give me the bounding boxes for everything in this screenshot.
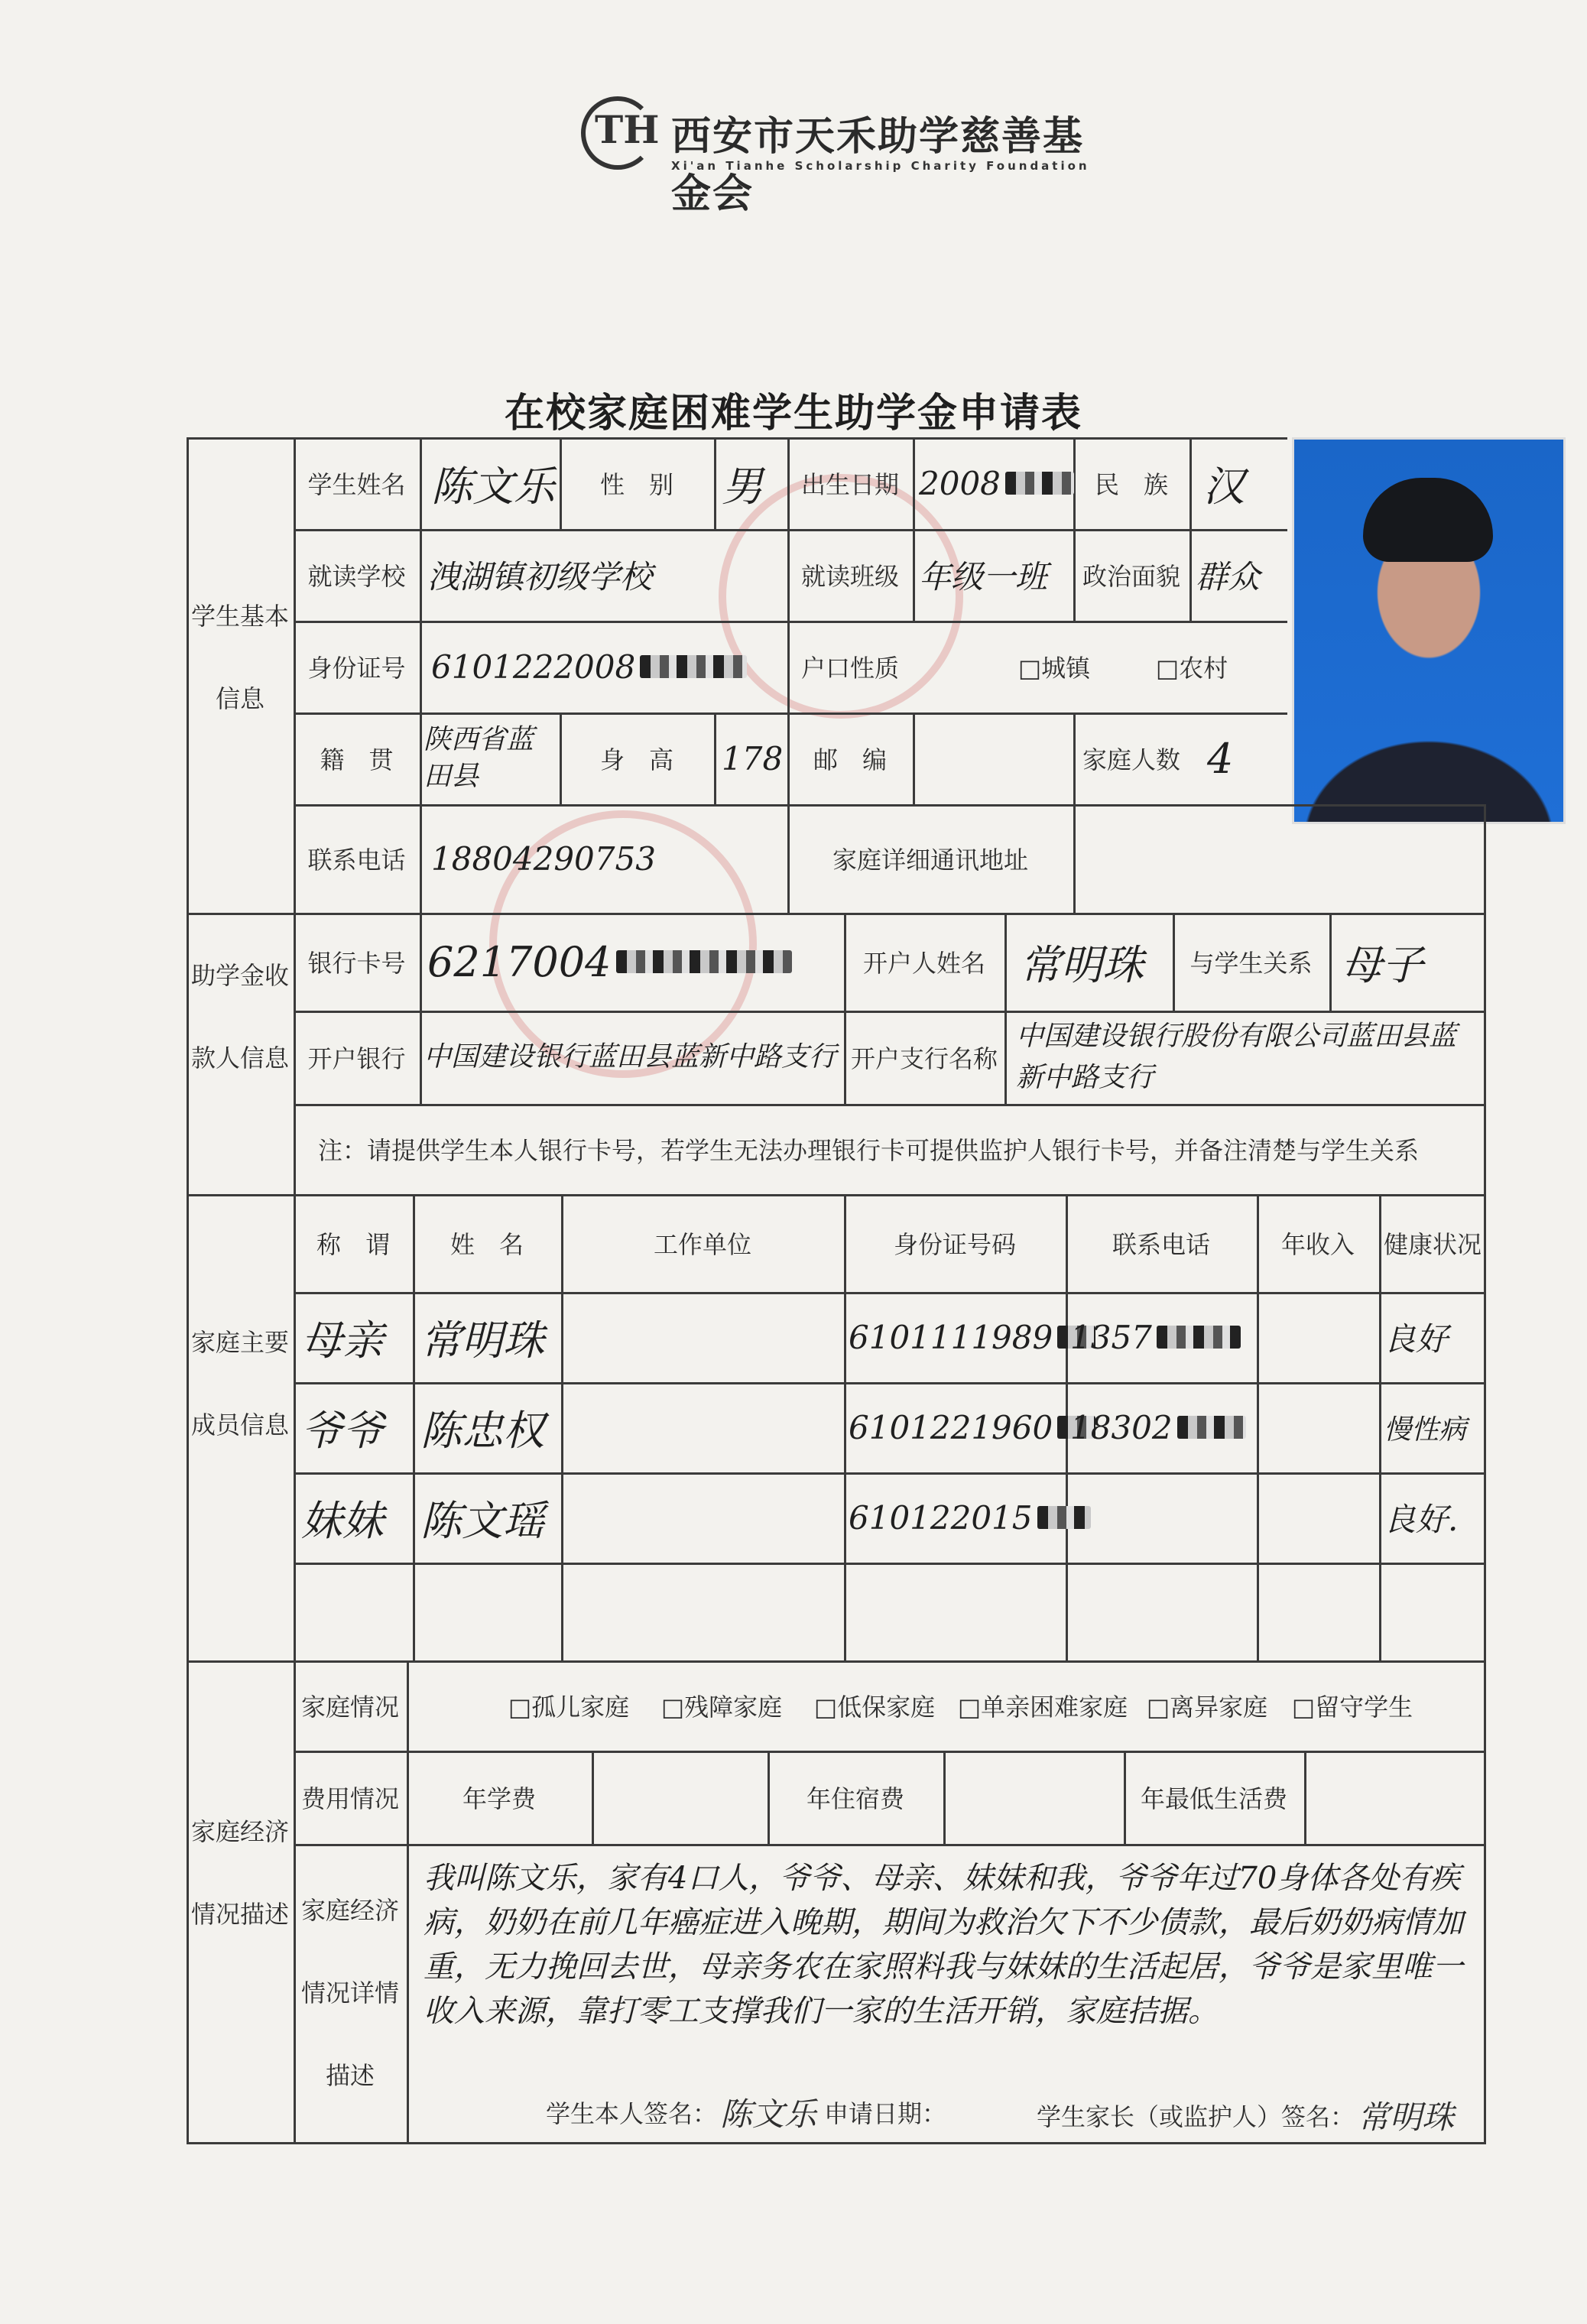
label-id-number: 身份证号 [307,654,406,683]
logo-mark-text: TH [595,107,660,152]
grid-line [913,437,915,621]
family-row-id-text: 610122015 [849,1498,1033,1537]
label-application-date: 申请日期： [824,2099,947,2128]
label-account-holder: 开户人姓名 [862,949,985,978]
application-date-block [824,2085,946,2139]
family-row-phone-text: 1357 [1070,1318,1152,1356]
family-col-income: 年收入 [1280,1230,1355,1259]
phone-value: 18804290753 [431,839,656,878]
dob-value [919,437,1074,529]
id-number-value [431,621,747,712]
label-postcode: 邮 编 [813,745,887,774]
bank-value: 中国建设银行蓝田县蓝新中路支行 [424,1041,837,1073]
grid-line [1304,1751,1306,1844]
family-col-name: 姓 名 [449,1230,524,1259]
label-tuition: 年学费 [462,1784,536,1813]
family-row-id [849,1382,1095,1472]
account-holder-value: 常明珠 [1020,940,1144,989]
section-payee-info: 助学金收款人信息 [190,961,289,1073]
family-row-phone [1070,1382,1246,1472]
label-address: 家庭详细通讯地址 [832,846,1028,875]
ethnicity-value: 汉 [1203,462,1245,511]
redaction-block [1157,1326,1241,1349]
dob-text: 2008 [919,464,1001,502]
bank-card-value [427,913,792,1011]
label-living-cost: 年最低生活费 [1140,1784,1287,1813]
grid-line [592,1751,594,1844]
label-class: 就读班级 [800,562,899,591]
grid-line [294,1844,1486,1846]
label-school: 就读学校 [307,562,406,591]
foundation-logo [581,92,1116,217]
label-hukou: 户口性质 [800,654,899,683]
id-number-text: 6101222008 [431,648,636,686]
grid-line [294,1563,1486,1565]
label-bank: 开户银行 [307,1044,406,1073]
family-row-id-text: 6101221960 [849,1408,1053,1446]
label-native-place: 籍 贯 [320,745,394,774]
org-name-en: Xi'an Tianhe Scholarship Charity Foundation [671,159,1090,173]
redaction-block [1037,1506,1091,1529]
grid-line [1004,913,1007,1104]
family-row-phone-text: 18302 [1070,1408,1173,1446]
family-row-name: 陈忠权 [420,1406,544,1455]
label-phone: 联系电话 [307,846,406,875]
relation-value: 母子 [1341,940,1423,989]
section-economy: 家庭经济情况描述 [190,1817,289,1929]
family-col-relation: 称 谓 [316,1230,390,1259]
label-dorm-fee: 年住宿费 [806,1784,904,1813]
label-family-situation: 家庭情况 [300,1693,399,1722]
grid-line [943,1751,946,1844]
student-signature: 陈文乐 [720,2095,817,2133]
redaction-block [616,950,792,973]
grid-line [714,437,716,529]
political-value: 群众 [1196,558,1261,596]
form-title: 在校家庭困难学生助学金申请表 [504,391,1082,437]
student-signature-block [546,2085,816,2139]
height-value: 178 [722,739,784,777]
grid-line [1484,804,1486,2144]
payee-note: 注：请提供学生本人银行卡号，若学生无法办理银行卡可提供监护人银行卡号，并备注清楚与学生关系 [318,1136,1420,1165]
application-form [187,437,1486,2147]
grid-line [294,1104,1486,1106]
section-basic-info: 学生基本信息 [190,602,289,713]
section-family-members: 家庭主要成员信息 [190,1328,289,1440]
label-family-size: 家庭人数 [1082,745,1180,774]
label-height: 身 高 [599,745,673,774]
grid-line [1189,437,1192,621]
label-student-signature: 学生本人签名： [546,2099,718,2128]
redaction-block [1177,1416,1246,1439]
option-orphan[interactable]: □孤儿家庭 [508,1693,630,1722]
grid-line [913,712,915,804]
family-row-health: 良好. [1384,1501,1459,1538]
family-row-health: 慢性病 [1384,1414,1467,1446]
family-row-id-text: 6101111989 [849,1318,1053,1356]
parent-signature: 常明珠 [1358,2098,1455,2136]
family-row-health: 良好 [1384,1320,1449,1358]
label-relation: 与学生关系 [1189,949,1313,978]
family-row-relation: 妹妹 [301,1496,384,1545]
family-row-relation: 母亲 [301,1316,384,1365]
family-row-phone [1070,1292,1241,1382]
grid-line [420,437,422,913]
family-size-value: 4 [1207,734,1234,783]
native-place-value: 陕西省蓝田县 [424,724,534,792]
gender-value: 男 [722,462,763,511]
label-branch: 开户支行名称 [850,1044,998,1073]
option-left-behind[interactable]: □留守学生 [1291,1693,1413,1722]
grid-line [1073,804,1076,913]
family-row-relation: 爷爷 [301,1406,384,1455]
grid-line [420,913,422,1104]
grid-line [187,2142,1486,2144]
class-value: 年级一班 [919,558,1048,596]
family-row-name: 常明珠 [420,1316,544,1365]
label-dob: 出生日期 [800,470,899,499]
org-name: 西安市天禾助学慈善基金会 [671,114,1085,217]
label-economy-detail: 家庭经济情况详情描述 [300,1896,399,2090]
hukou-rural-checkbox[interactable]: □农村 [1155,654,1228,683]
family-col-id: 身份证号码 [893,1230,1016,1259]
branch-value: 中国建设银行股份有限公司蓝田县蓝新中路支行 [1016,1021,1457,1093]
label-bank-card: 银行卡号 [307,949,406,978]
grid-line [407,1660,409,2142]
hukou-city-checkbox[interactable]: □城镇 [1017,654,1091,683]
family-row-id [849,1472,1091,1563]
family-col-health: 健康状况 [1383,1230,1482,1259]
label-student-name: 学生姓名 [307,470,406,499]
family-col-phone: 联系电话 [1112,1230,1210,1259]
label-gender: 性 别 [599,470,673,499]
student-name-value: 陈文乐 [431,462,555,511]
bank-card-text: 6217004 [427,937,612,986]
option-low-income[interactable]: □低保家庭 [813,1693,936,1722]
label-parent-signature: 学生家长（或监护人）签名： [1037,2102,1355,2131]
option-divorced[interactable]: □离异家庭 [1146,1693,1268,1722]
label-political: 政治面貌 [1082,562,1180,591]
economy-detail-text: 我叫陈文乐，家有4口人，爷爷、母亲、妹妹和我，爷爷年过70身体各处有疾病，奶奶在前几年癌症进入晚期，期间为救治欠下不少债款，最后奶奶病情加重，无力挽回去世，母亲务农在家照料我与妹妹的生活起居，爷爷是家里唯一收入来源，靠打零工支撑我们一家的生活开销，家庭拮据。 [424,1861,1463,2029]
grid-line [1329,913,1332,1011]
option-disabled[interactable]: □残障家庭 [660,1693,783,1722]
option-single-parent[interactable]: □单亲困难家庭 [957,1693,1128,1722]
redaction-block [640,655,747,678]
parent-signature-block [1037,2089,1454,2142]
grid-line [714,712,716,804]
label-costs: 费用情况 [300,1784,399,1813]
family-row-name: 陈文瑶 [420,1496,544,1545]
label-ethnicity: 民 族 [1094,470,1168,499]
school-value: 洩湖镇初级学校 [427,558,653,596]
family-col-work: 工作单位 [653,1230,751,1259]
family-row-id [849,1292,1095,1382]
redaction-block [1005,472,1074,495]
